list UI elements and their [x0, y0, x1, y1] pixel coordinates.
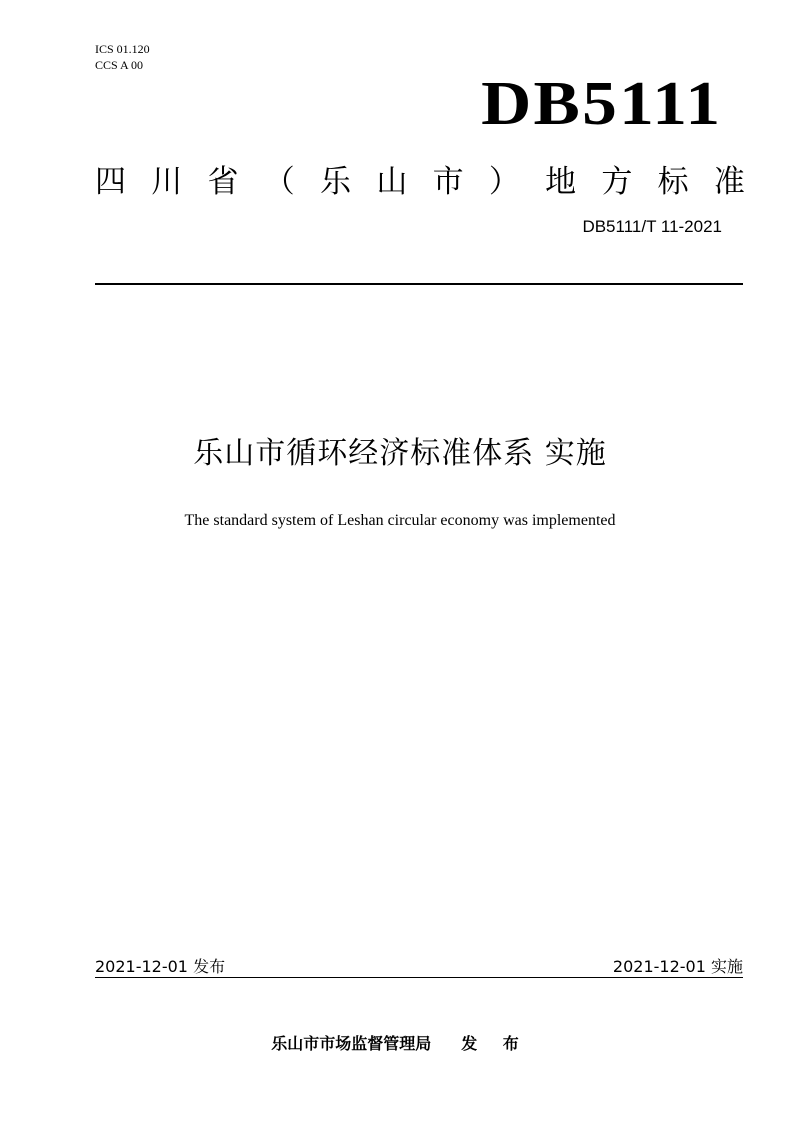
issuer-name: 乐山市市场监督管理局: [271, 1034, 432, 1053]
issue-action: 发 布: [461, 1034, 529, 1053]
category-char: （: [263, 163, 295, 200]
issuer-line: [0, 1031, 800, 1054]
category-char: 市: [432, 163, 464, 200]
footer-divider: [95, 977, 743, 978]
date-row: [95, 957, 743, 977]
category-char: 标: [657, 163, 689, 200]
ccs-code: CCS A 00: [95, 58, 144, 72]
ics-code: ICS 01.120: [95, 42, 150, 56]
category-char: 地: [545, 163, 577, 200]
publish-date: 2021-12-01 发布: [95, 957, 226, 976]
classification-codes: [95, 41, 150, 73]
header-divider: [95, 283, 743, 285]
implement-date: 2021-12-01 实施: [612, 957, 743, 976]
category-char: 方: [601, 163, 633, 200]
standard-category: [95, 156, 745, 200]
standard-number: DB5111/T 11-2021: [582, 217, 722, 236]
category-char: 准: [713, 163, 745, 200]
category-char: 川: [151, 163, 183, 200]
category-char: 山: [376, 163, 408, 200]
category-char: 乐: [320, 163, 352, 200]
category-char: 四: [95, 163, 126, 200]
document-title-chinese: 乐山市循环经济标准体系 实施: [193, 436, 607, 471]
category-char: ）: [488, 163, 520, 200]
db-logo: DB5111: [480, 70, 722, 138]
category-char: 省: [207, 163, 239, 200]
document-title-english: The standard system of Leshan circular economy was implemented: [184, 512, 616, 529]
